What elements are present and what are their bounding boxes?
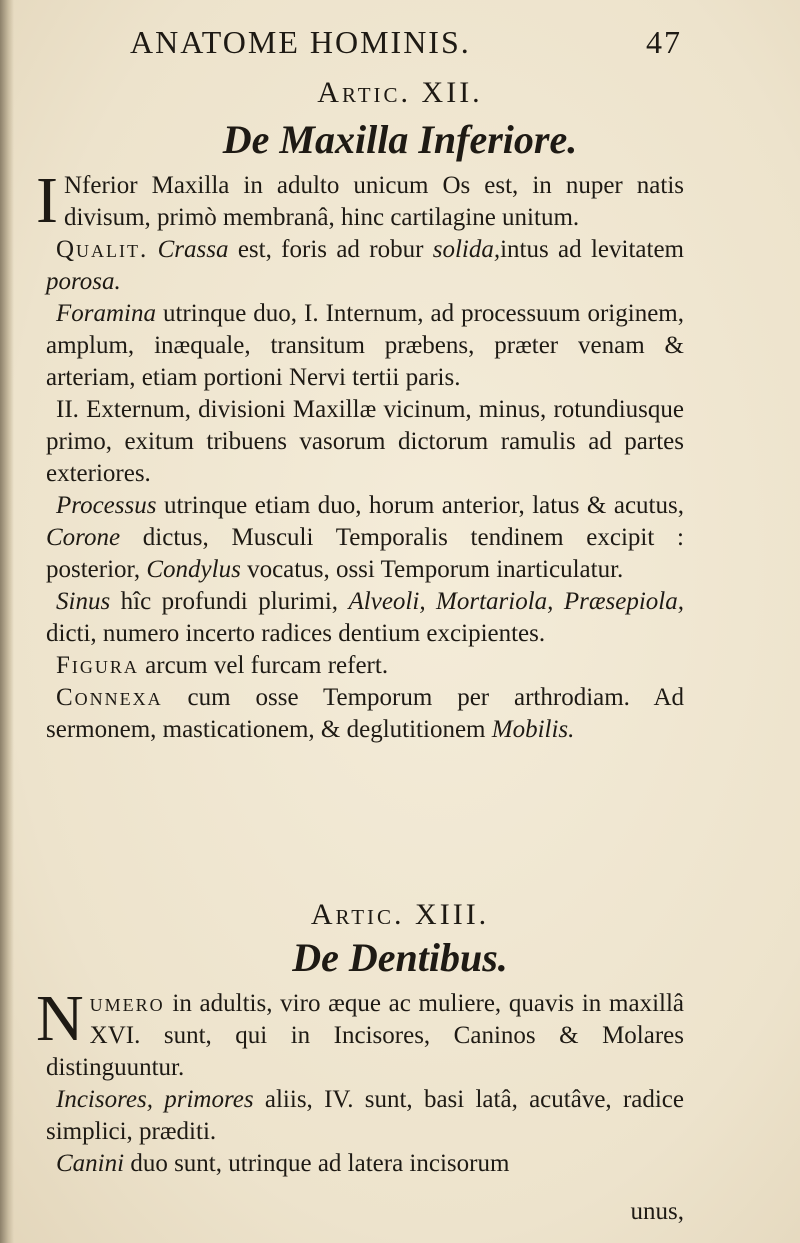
paragraph-figura [46, 650, 684, 682]
paragraph-incisores [46, 1084, 684, 1148]
italic-term: porosa. [46, 268, 121, 295]
paragraph-text: Nferior Maxilla in adulto unicum Os est, in nuper natis divisum, primò membranâ, hinc cartilagine unitum. [63, 172, 684, 231]
paragraph-os-maxillae [36, 164, 684, 237]
paragraph-label: Connexa [56, 684, 163, 711]
drop-cap-i: I [36, 164, 58, 237]
italic-term: Condylus [146, 556, 241, 583]
paragraph-canini [46, 1148, 684, 1180]
page-gutter-shadow [0, 0, 14, 1243]
section-body-dentibus [36, 982, 684, 1180]
paragraph-text: aliis, IV. sunt, basi latâ, acutâve, radice simplici, præditi. [46, 1086, 684, 1145]
italic-term: Canini [56, 1150, 125, 1177]
italic-term: Processus [56, 492, 157, 519]
italic-term: Incisores, primores [56, 1086, 254, 1113]
paragraph-text: vocatus, ossi Temporum inarticulatur. [240, 556, 624, 583]
paragraph-connexa [46, 682, 684, 746]
paragraph-text: est, foris ad robur [228, 236, 433, 263]
paragraph-text: II. Externum, divisioni Maxillæ vicinum, minus, rotundiusque primo, exitum tribuens vasorum dictorum ramulis ad partes exteriores. [46, 396, 684, 487]
italic-term: Mobilis. [491, 716, 575, 743]
italic-term: Corone [46, 524, 121, 551]
paragraph-text: in adultis, viro æque ac muliere, quavis in maxillâ XVI. sunt, qui in Incisores, Caninos & Molares distinguuntur. [46, 990, 684, 1081]
paragraph-label: umero [89, 990, 165, 1017]
catchword: unus, [630, 1198, 684, 1225]
paragraph-processus [46, 490, 684, 586]
paragraph-label: Figura [56, 652, 139, 679]
italic-term: Alveoli, Mortariola, Præsepiola, [348, 588, 684, 615]
paragraph-text: duo sunt, utrinque ad latera incisorum [124, 1150, 510, 1177]
paragraph-text: utrinque duo, I. Internum, ad processuum originem, amplum, inæquale, transitum præbens, præter venam & arteriam, etiam portioni Nervi tertii paris. [46, 300, 684, 391]
article-heading-xiii: Artic. XIII. [310, 898, 490, 931]
italic-term: solida, [432, 236, 501, 263]
section-title-dentibus: De Dentibus. [292, 935, 508, 980]
paragraph-externum [46, 394, 684, 490]
paragraph-sinus [46, 586, 684, 650]
running-title: ANATOME HOMINIS. [130, 24, 471, 60]
section-title-maxilla: De Maxilla Inferiore. [222, 117, 578, 162]
paragraph-text: dictus, Musculi Temporalis tendinem excipit : posterior, [46, 524, 684, 583]
running-head [130, 24, 690, 70]
paragraph-text: cum osse Temporum per arthrodiam. Ad sermonem, masticationem, & deglutitionem [46, 684, 684, 743]
paragraph-foramina [46, 298, 684, 394]
italic-term: Sinus [56, 588, 111, 615]
italic-term: Foramina [56, 300, 156, 327]
paragraph-numero [36, 982, 684, 1084]
paragraph-text: intus ad levitatem [500, 236, 684, 263]
drop-cap-n: N [36, 982, 84, 1055]
paragraph-qualitas [46, 234, 684, 298]
paragraph-text: hîc profundi plurimi, [110, 588, 349, 615]
paragraph-label: Qualit. [56, 236, 149, 263]
italic-term: Crassa [157, 236, 229, 263]
section-body-maxilla [36, 164, 684, 746]
paragraph-text: arcum vel furcam refert. [138, 652, 389, 679]
page-number: 47 [646, 24, 682, 60]
paragraph-text: utrinque etiam duo, horum anterior, latus & acutus, [156, 492, 684, 519]
paragraph-text: dicti, numero incerto radices dentium excipientes. [46, 620, 546, 647]
article-heading-xii: Artic. XII. [317, 76, 483, 109]
